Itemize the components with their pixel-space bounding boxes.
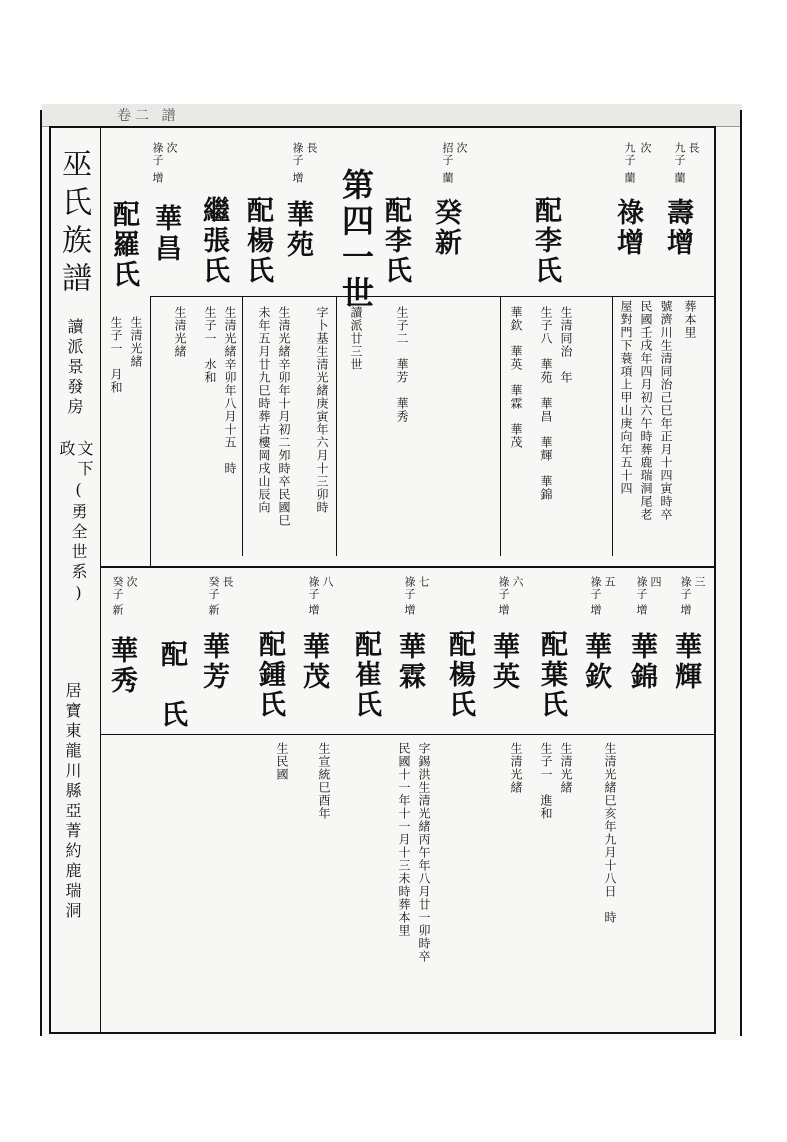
lower-name-spouse-unknown: 配 氏 <box>156 640 187 730</box>
lower-relation-parent: 祿子 <box>635 576 648 600</box>
upper-relation-parent: 九子 <box>673 142 686 166</box>
upper-relation-name: 蘭 <box>623 172 636 184</box>
lower-relation-top: 四 <box>649 576 662 588</box>
lower-note: 生清光緒 <box>559 742 573 794</box>
lower-relation-parent: 祿子 <box>403 576 416 600</box>
lower-relation-parent: 祿子 <box>497 576 510 600</box>
note-rule <box>336 296 337 556</box>
lineage-label: (勇全世系) <box>69 480 88 606</box>
upper-relation-top: 長 <box>687 142 700 154</box>
upper-relation-parent: 九子 <box>623 142 636 166</box>
lower-relation-name: 增 <box>497 604 510 616</box>
upper-relation-parent: 祿子 <box>151 142 164 166</box>
lower-relation-name: 增 <box>589 604 602 616</box>
upper-note: 生清同治 年 <box>559 306 573 384</box>
note-rule <box>612 296 613 556</box>
upper-note: 民國壬戌年四月初六午時葬鹿瑞洞尾老 <box>639 300 653 521</box>
lower-name-huaying: 華英 <box>488 632 519 692</box>
upper-name-guixin: 癸新 <box>430 198 461 258</box>
lower-relation-name: 增 <box>403 604 416 616</box>
lower-relation-parent: 祿子 <box>679 576 692 600</box>
lower-relation-top: 五 <box>603 576 616 588</box>
lower-relation-parent: 癸子 <box>207 576 220 600</box>
lower-name-huahui: 華輝 <box>670 632 701 692</box>
upper-note: 華欽 華英 華霖 華茂 <box>509 306 523 449</box>
divider-notes-upper <box>150 296 716 297</box>
upper-note: 葬本里 <box>683 300 697 339</box>
note-rule <box>150 296 151 566</box>
book-title: 巫氏族譜 <box>56 148 91 300</box>
lower-relation-name: 新 <box>207 604 220 616</box>
note-rule <box>242 296 243 556</box>
title-column-separator <box>100 128 101 1034</box>
upper-name-spouse-li-2: 配李氏 <box>380 196 411 286</box>
lower-name-huaxiu: 華秀 <box>106 636 137 696</box>
lower-relation-name: 增 <box>679 604 692 616</box>
lower-relation-name: 增 <box>635 604 648 616</box>
lower-name-huafang: 華芳 <box>198 632 229 692</box>
upper-note: 屋對門下蓑項上甲山庚向年五十四 <box>619 300 633 495</box>
lower-relation-parent: 祿子 <box>589 576 602 600</box>
section-left: 文下 <box>75 440 94 480</box>
upper-name-spouse-zhang: 繼張氏 <box>198 196 229 286</box>
upper-name-huachang: 華昌 <box>150 204 181 264</box>
upper-note: 生子二 華芳 華秀 <box>395 306 409 423</box>
lower-name-huajin: 華錦 <box>626 632 657 692</box>
upper-relation-name: 蘭 <box>441 172 454 184</box>
upper-relation-parent: 祿子 <box>291 142 304 166</box>
upper-relation-top: 次 <box>165 142 178 154</box>
upper-relation-top: 長 <box>305 142 318 154</box>
upper-name-huayuan: 華苑 <box>282 200 313 260</box>
upper-name-spouse-li: 配李氏 <box>530 196 561 286</box>
upper-name-spouse-luo: 配羅氏 <box>108 200 139 290</box>
lower-name-huaqin: 華欽 <box>580 632 611 692</box>
lower-note: 生宣統巳酉年 <box>317 742 331 820</box>
upper-relation-top: 次 <box>639 142 652 154</box>
lower-name-spouse-zhong: 配鍾氏 <box>254 630 285 720</box>
residence-note: 居寶東龍川縣亞菁約鹿瑞洞 <box>63 682 82 922</box>
lower-relation-top: 七 <box>417 576 430 588</box>
upper-name-spouse-yang: 配楊氏 <box>242 196 273 286</box>
divider-upper-lower <box>100 566 716 568</box>
lower-relation-top: 六 <box>511 576 524 588</box>
top-strip: 卷二 譜 <box>42 104 742 127</box>
upper-note: 生子一 水和 <box>203 306 217 384</box>
lower-relation-top: 長 <box>221 576 234 588</box>
lower-note: 生民國 <box>275 742 289 781</box>
upper-note: 生清光緒 <box>129 316 143 368</box>
divider-notes-lower <box>100 734 716 735</box>
generation-heading: 第四一世 <box>337 168 375 312</box>
lower-name-spouse-cui: 配崔氏 <box>350 630 381 720</box>
upper-note: 生清光緒辛卯年十月初二夘時卒民國巳 <box>277 306 291 527</box>
upper-note: 號濟川生清同治己巳年正月十四寅時卒 <box>659 300 673 521</box>
lower-note: 生子一 進和 <box>539 742 553 820</box>
lower-name-huamao: 華茂 <box>298 632 329 692</box>
lower-name-hualin: 華霖 <box>394 632 425 692</box>
lower-relation-name: 新 <box>111 604 124 616</box>
upper-relation-name: 增 <box>291 172 304 184</box>
upper-relation-top: 次 <box>455 142 468 154</box>
upper-note: 字卜基生清光緒庚寅年六月十三卯時 <box>315 306 329 514</box>
upper-name-luzeng: 祿增 <box>612 198 643 258</box>
lower-note: 生清光緒巳亥年九月十八日 時 <box>603 742 617 924</box>
section-right: 政 <box>57 440 76 460</box>
lower-name-spouse-ye: 配葉氏 <box>536 630 567 720</box>
lower-relation-name: 增 <box>307 604 320 616</box>
branch-name: 讀派景發房 <box>65 318 84 418</box>
upper-note: 未年五月廿九巳時葬古樓岡戌山辰向 <box>257 306 271 514</box>
upper-note: 生清光緒 <box>173 306 187 358</box>
upper-relation-name: 蘭 <box>673 172 686 184</box>
lower-relation-top: 八 <box>321 576 334 588</box>
lower-name-spouse-yang: 配楊氏 <box>444 630 475 720</box>
lower-note: 民國十一年十一月十三未時葬本里 <box>397 742 411 937</box>
lower-note: 生清光緒 <box>509 742 523 794</box>
upper-note: 生子一 月和 <box>109 316 123 394</box>
upper-note: 生清光緒辛卯年八月十五 時 <box>223 306 237 475</box>
upper-relation-name: 增 <box>151 172 164 184</box>
upper-relation-parent: 招子 <box>441 142 454 166</box>
lower-relation-parent: 祿子 <box>307 576 320 600</box>
lower-note: 字錫洪生清光緒丙午年八月廿一卯時卒 <box>417 742 431 963</box>
upper-name-shouzeng: 壽增 <box>662 198 693 258</box>
lower-relation-parent: 癸子 <box>111 576 124 600</box>
generation-note: 讀派廿三世 <box>349 306 363 371</box>
upper-note: 生子八 華苑 華昌 華輝 華錦 <box>539 306 553 501</box>
lower-relation-top: 三 <box>693 576 706 588</box>
lower-relation-top: 次 <box>125 576 138 588</box>
note-rule <box>500 296 501 556</box>
